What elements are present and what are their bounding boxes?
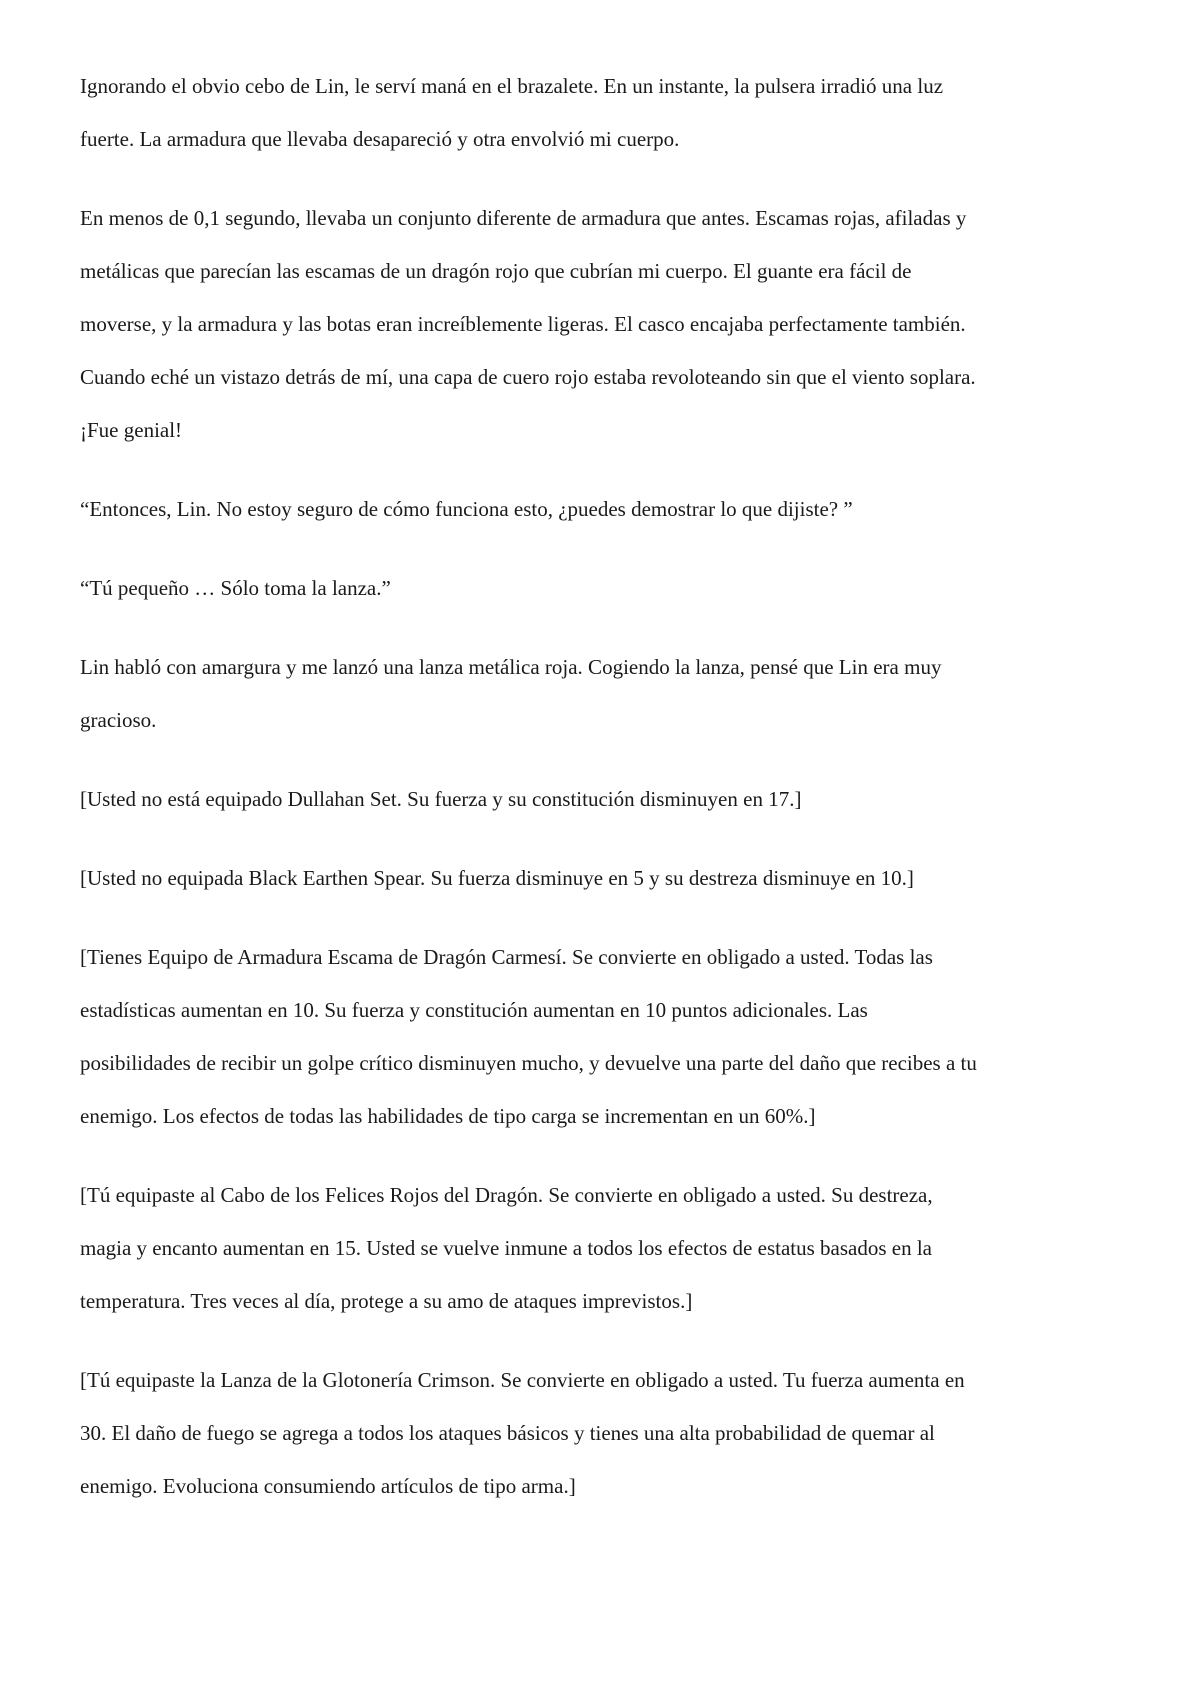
paragraph [80,852,1120,905]
text-line: [Usted no está equipado Dullahan Set. Su fuerza y su constitución disminuyen en 17.] [80,787,802,811]
paragraph [80,641,1120,747]
text-line: [Tú equipaste la Lanza de la Glotonería Crimson. Se convierte en obligado a usted. Tu fuerza aumenta en [80,1368,965,1392]
paragraph [80,60,1120,166]
text-line: enemigo. Los efectos de todas las habilidades de tipo carga se incrementan en un 60%.] [80,1104,816,1128]
text-line: fuerte. La armadura que llevaba desapareció y otra envolvió mi cuerpo. [80,127,680,151]
text-line: gracioso. [80,708,157,732]
text-line: “Tú pequeño … Sólo toma la lanza.” [80,576,391,600]
text-line: moverse, y la armadura y las botas eran increíblemente ligeras. El casco encajaba perfectamente también. [80,312,966,336]
text-line: [Usted no equipada Black Earthen Spear. Su fuerza disminuye en 5 y su destreza disminuye en 10.] [80,866,914,890]
text-line: [Tienes Equipo de Armadura Escama de Dragón Carmesí. Se convierte en obligado a usted. Todas las [80,945,933,969]
paragraph [80,483,1120,536]
text-line: metálicas que parecían las escamas de un dragón rojo que cubrían mi cuerpo. El guante era fácil de [80,259,912,283]
paragraph [80,931,1120,1143]
text-line: Cuando eché un vistazo detrás de mí, una capa de cuero rojo estaba revoloteando sin que el viento soplara. [80,365,976,389]
paragraph [80,773,1120,826]
text-line: 30. El daño de fuego se agrega a todos los ataques básicos y tienes una alta probabilidad de quemar al [80,1421,935,1445]
text-line: “Entonces, Lin. No estoy seguro de cómo funciona esto, ¿puedes demostrar lo que dijiste? ” [80,497,853,521]
text-line: Ignorando el obvio cebo de Lin, le serví maná en el brazalete. En un instante, la pulsera irradió una luz [80,74,944,98]
paragraph [80,1169,1120,1328]
text-line: magia y encanto aumentan en 15. Usted se vuelve inmune a todos los efectos de estatus basados en la [80,1236,932,1260]
paragraph [80,1354,1120,1513]
text-line: estadísticas aumentan en 10. Su fuerza y constitución aumentan en 10 puntos adicionales. Las [80,998,868,1022]
text-line: posibilidades de recibir un golpe crítico disminuyen mucho, y devuelve una parte del daño que recibes a tu [80,1051,977,1075]
text-line: temperatura. Tres veces al día, protege a su amo de ataques imprevistos.] [80,1289,693,1313]
text-line: Lin habló con amargura y me lanzó una lanza metálica roja. Cogiendo la lanza, pensé que Lin era muy [80,655,942,679]
paragraph [80,562,1120,615]
text-line: En menos de 0,1 segundo, llevaba un conjunto diferente de armadura que antes. Escamas rojas, afiladas y [80,206,967,230]
text-line: [Tú equipaste al Cabo de los Felices Rojos del Dragón. Se convierte en obligado a usted. Su destreza, [80,1183,933,1207]
document-page [80,60,1120,1539]
text-line: enemigo. Evoluciona consumiendo artículos de tipo arma.] [80,1474,576,1498]
paragraph [80,192,1120,457]
text-line: ¡Fue genial! [80,418,183,442]
